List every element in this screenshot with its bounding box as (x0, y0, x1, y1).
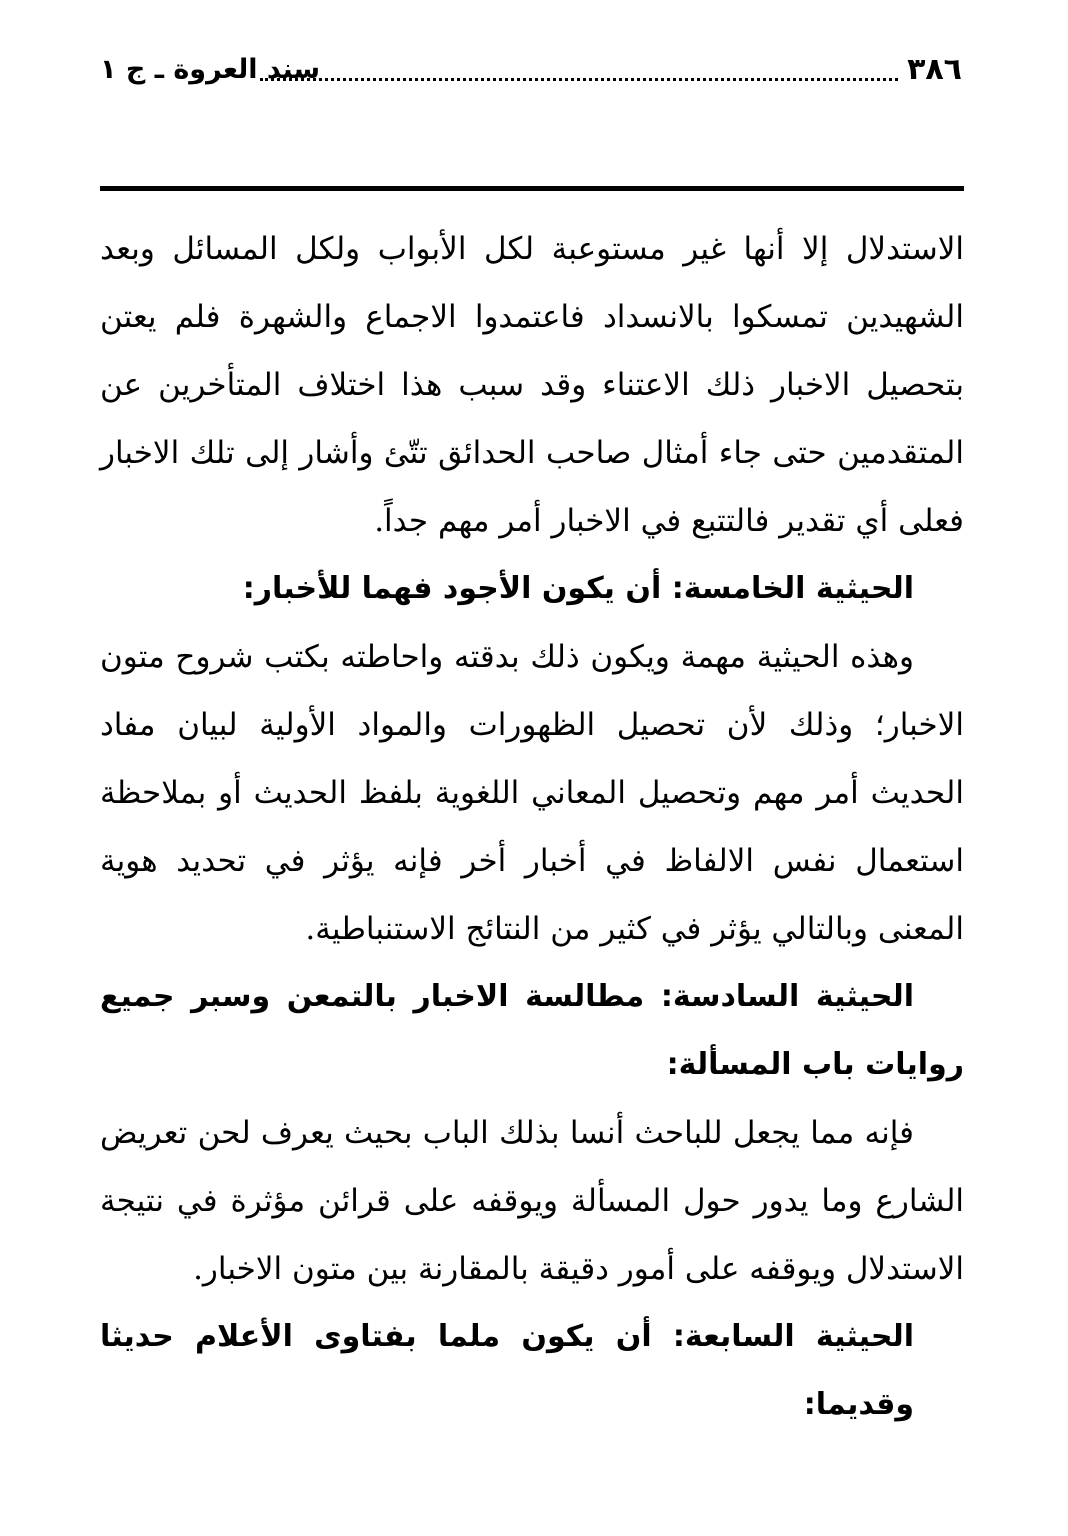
page-body (100, 215, 964, 1439)
header-rule (100, 186, 964, 191)
heading-seventh-aspect: الحيثية السابعة: أن يكون ملما بفتاوى الأعلام حديثا وقديما: (100, 1319, 914, 1422)
heading-sixth-aspect: الحيثية السادسة: مطالسة الاخبار بالتمعن وسبر جميع روايات باب المسألة: (100, 979, 964, 1082)
heading-fifth-aspect: الحيثية الخامسة: أن يكون الأجود فهما للأخبار: (242, 571, 914, 606)
paragraph-2: وهذه الحيثية مهمة ويكون ذلك بدقته واحاطته بكتب شروح متون الاخبار؛ وذلك لأن تحصيل الظهورات والمواد الأولية لبيان مفاد الحديث أمر مهم وتحصيل المعاني اللغوية بلفظ الحديث أو بملاحظة استعمال نفس الالفاظ في أخبار أخر فإنه يؤثر في تحديد هوية المعنى وبالتالي يؤثر في كثير من النتائج الاستنباطية. (100, 639, 964, 947)
page-header (100, 44, 962, 94)
paragraph-3: فإنه مما يجعل للباحث أنسا بذلك الباب بحيث يعرف لحن تعريض الشارع وما يدور حول المسألة ويوقفه على قرائن مؤثرة في نتيجة الاستدلال ويوقفه على أمور دقيقة بالمقارنة بين متون الاخبار. (100, 1115, 964, 1287)
running-title: سند العروة ـ ج ١ (100, 54, 321, 85)
page-number: ٣٨٦ (907, 52, 962, 87)
paragraph-1: الاستدلال إلا أنها غير مستوعبة لكل الأبواب ولكل المسائل وبعد الشهيدين تمسكوا بالانسداد فاعتمدوا الاجماع والشهرة فلم يعتن بتحصيل الاخبار ذلك الاعتناء وقد سبب هذا اختلاف المتأخرين عن المتقدمين حتى جاء أمثال صاحب الحدائق تتّئ وأشار إلى تلك الاخبار فعلى أي تقدير فالتتبع في الاخبار أمر مهم جداً. (100, 231, 964, 539)
header-dotted-leader (260, 78, 898, 81)
